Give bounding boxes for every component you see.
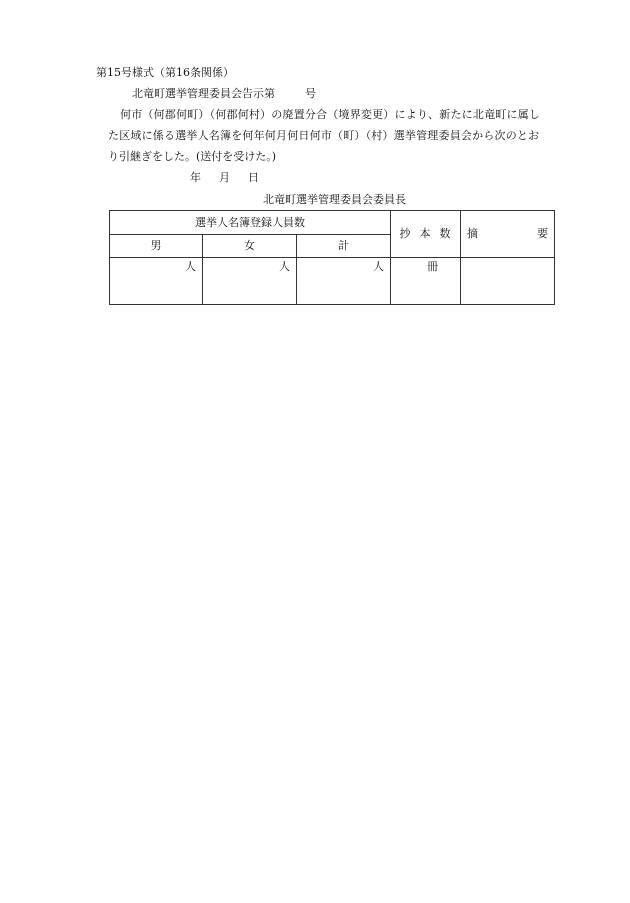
summary-header [461,211,555,258]
summary-header-char-2: 要 [537,227,548,240]
total-count-cell [297,258,391,305]
body-text-line-3: り引継ぎをした。(送付を受けた。) [108,150,277,163]
date-line [190,171,259,185]
female-unit: 人 [279,260,290,273]
copies-unit: 冊 [427,260,438,273]
body-text-line-1: 何市（何郡何町）（何郡何村）の廃置分合（境界変更）により、新たに北竜町に属し [120,108,541,121]
female-header: 女 [203,235,297,258]
date-year: 年 [190,171,201,184]
notice-number-suffix: 号 [305,87,316,100]
form-number: 第15号様式（第16条関係） [96,66,234,79]
register-table [109,210,555,305]
table-data-row [110,258,555,305]
male-count-cell [110,258,203,305]
copies-header: 抄本数 [391,211,461,258]
signer-title: 北竜町選挙管理委員会委員長 [263,193,406,206]
summary-header-char-1: 摘 [467,227,478,240]
registered-count-header: 選挙人名簿登録人員数 [110,211,391,235]
notice-heading [132,87,316,101]
body-text-line-2: た区域に係る選挙人名簿を何年何月何日何市（町）（村）選挙管理委員会から次のとお [108,129,540,142]
summary-cell [461,258,555,305]
copies-count-cell [391,258,461,305]
date-day: 日 [248,171,259,184]
female-count-cell [203,258,297,305]
male-header: 男 [110,235,203,258]
date-month: 月 [219,171,230,184]
total-unit: 人 [373,260,384,273]
total-header: 計 [297,235,391,258]
table-header-row [110,211,555,235]
male-unit: 人 [185,260,196,273]
notice-title: 北竜町選挙管理委員会告示第 [132,87,275,100]
